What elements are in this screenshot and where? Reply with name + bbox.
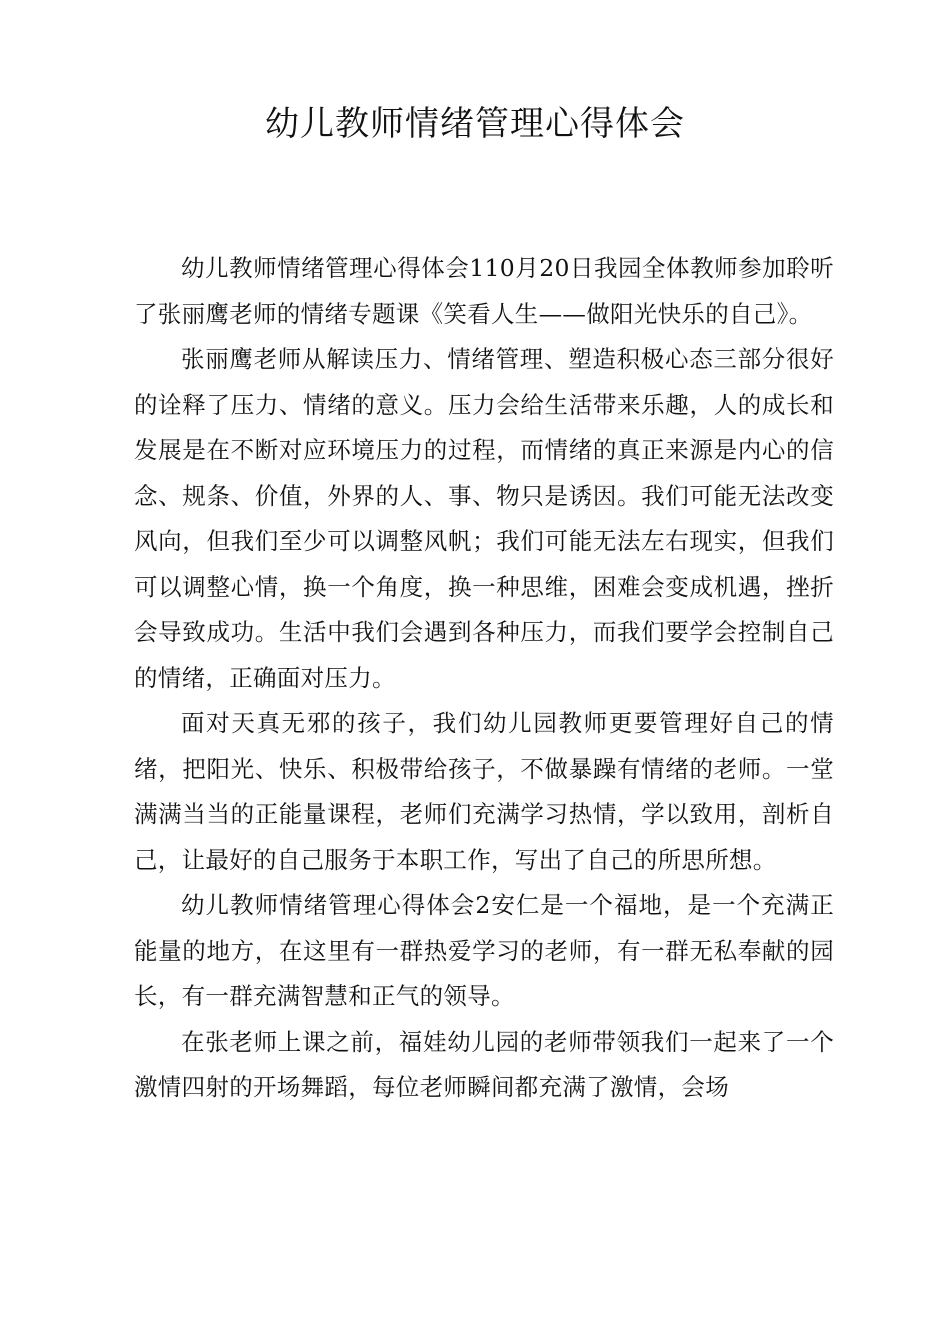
document-title: 幼儿教师情绪管理心得体会 (265, 104, 685, 144)
document-body (134, 246, 834, 1111)
paragraph-5: 在张老师上课之前，福娃幼儿园的老师带领我们一起来了一个激情四射的开场舞蹈，每位老师瞬间都充满了激情，会场 (134, 1027, 834, 1101)
paragraph-2: 张丽鹰老师从解读压力、情绪管理、塑造积极心态三部分很好的诠释了压力、情绪的意义。压力会给生活带来乐趣，人的成长和发展是在不断对应环境压力的过程，而情绪的真正来源是内心的信念、规条、价值，外界的人、事、物只是诱因。我们可能无法改变风向，但我们至少可以调整风帆；我们可能无法左右现实，但我们可以调整心情，换一个角度，换一种思维，困难会变成机遇，挫折会导致成功。生活中我们会遇到各种压力，而我们要学会控制自己的情绪，正确面对压力。 (134, 345, 834, 692)
paragraph-3: 面对天真无邪的孩子，我们幼儿园教师更要管理好自己的情绪，把阳光、快乐、积极带给孩子，不做暴躁有情绪的老师。一堂满满当当的正能量课程，老师们充满学习热情，学以致用，剖析自己，让最好的自己服务于本职工作，写出了自己的所思所想。 (134, 709, 834, 874)
paragraph-4: 幼儿教师情绪管理心得体会2安仁是一个福地，是一个充满正能量的地方，在这里有一群热爱学习的老师，有一群无私奉献的园长，有一群充满智慧和正气的领导。 (134, 891, 834, 1010)
paragraph-1: 幼儿教师情绪管理心得体会110月20日我园全体教师参加聆听了张丽鹰老师的情绪专题课《笑看人生——做阳光快乐的自己》。 (134, 254, 834, 328)
